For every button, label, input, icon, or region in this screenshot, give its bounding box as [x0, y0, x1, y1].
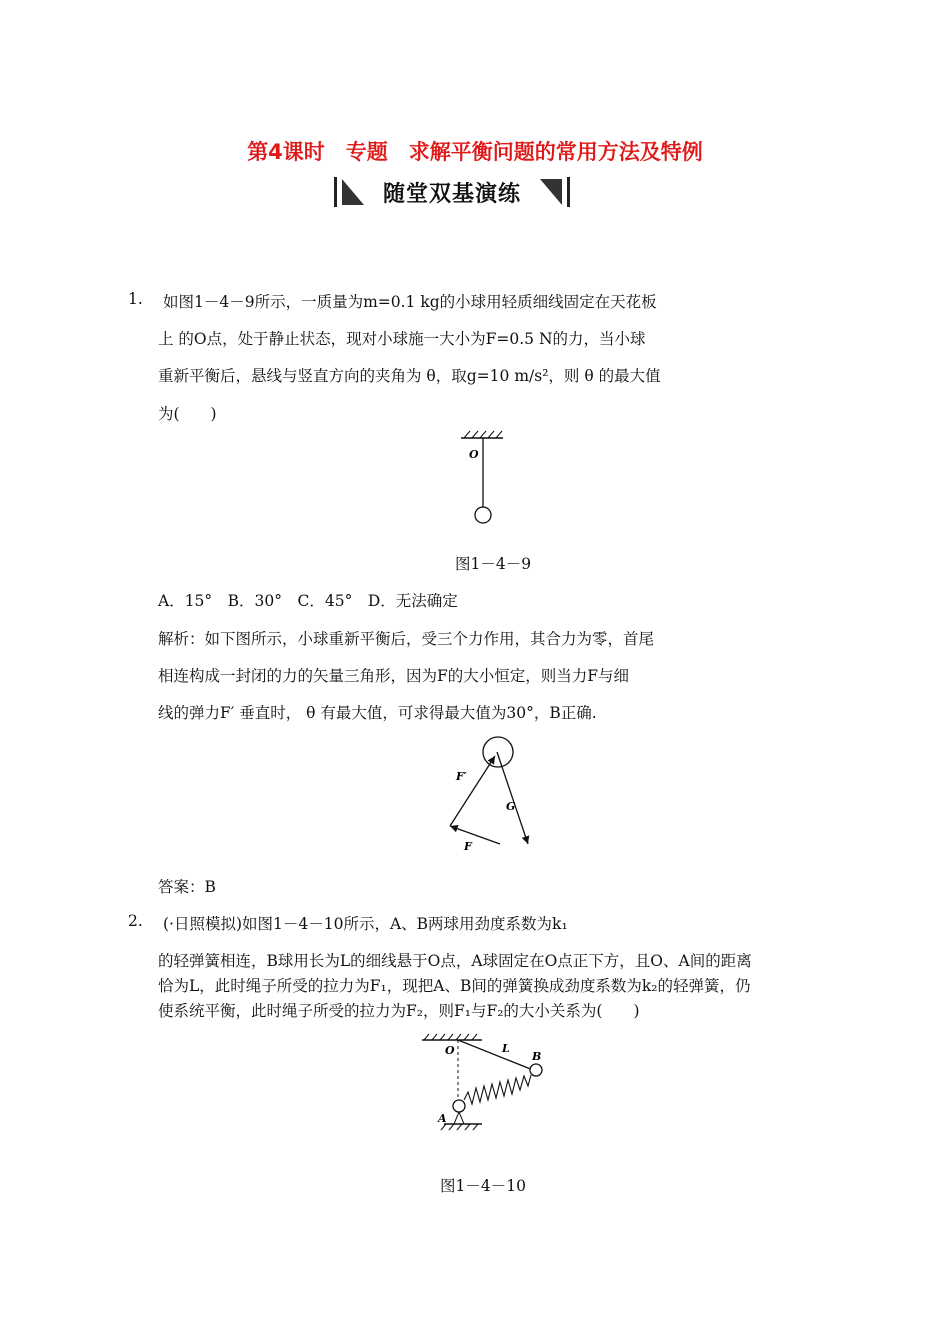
force-label-g: G: [506, 800, 516, 813]
solution-line: 相连构成一封闭的力的矢量三角形，因为F的大小恒定，则当力F与细: [158, 667, 630, 685]
question-2-line: 的轻弹簧相连，B球用长为L的细线悬于O点，A球固定在O点正下方，且O、A间的距离: [158, 952, 752, 970]
figure-caption: 图1－4－10: [440, 1177, 526, 1195]
force-label-f: F: [464, 840, 472, 853]
spring-label-a: A: [438, 1112, 447, 1125]
figure-caption: 图1－4－9: [455, 555, 532, 573]
pendulum-label-o: O: [469, 448, 479, 461]
question-1-number: 1.: [128, 290, 143, 308]
banner-title: 随堂双基演练: [382, 182, 521, 207]
question-2-line: 恰为L，此时绳子所受的拉力为F₁，现把A、B间的弹簧换成劲度系数为k₂的轻弹簧，仍: [158, 977, 751, 995]
spring-label-b: B: [532, 1050, 542, 1063]
solution-line: 解析：如下图所示，小球重新平衡后，受三个力作用，其合力为零，首尾: [158, 630, 655, 648]
pendulum-figure: [455, 430, 515, 530]
page-title: 第4课时 专题 求解平衡问题的常用方法及特例: [247, 140, 703, 164]
answer-options: A．15° B．30° C．45° D．无法确定: [158, 592, 458, 610]
spring-label-o: O: [445, 1044, 455, 1057]
answer-line: 答案：B: [158, 878, 216, 896]
section-banner: [332, 175, 572, 209]
question-1-line: 重新平衡后，悬线与竖直方向的夹角为 θ，取g=10 m/s²，则 θ 的最大值: [158, 367, 661, 385]
force-label-f-prime: F′: [456, 770, 467, 783]
question-1-line: 为( ): [158, 405, 217, 423]
force-triangle-figure: [440, 732, 530, 857]
spring-label-l: L: [502, 1042, 510, 1055]
question-2-line: (·日照模拟)如图1－4－10所示，A、B两球用劲度系数为k₁: [163, 915, 568, 933]
solution-line: 线的弹力F′ 垂直时， θ 有最大值，可求得最大值为30°，B正确.: [158, 704, 597, 722]
spring-system-figure: [418, 1030, 553, 1142]
question-2-line: 使系统平衡，此时绳子所受的拉力为F₂，则F₁与F₂的大小关系为( ): [158, 1002, 640, 1020]
question-1-line: 上 的O点，处于静止状态，现对小球施一大小为F=0.5 N的力，当小球: [158, 330, 646, 348]
question-2-number: 2.: [128, 912, 143, 930]
question-1-line: 如图1－4－9所示，一质量为m=0.1 kg的小球用轻质细线固定在天花板: [163, 293, 657, 311]
